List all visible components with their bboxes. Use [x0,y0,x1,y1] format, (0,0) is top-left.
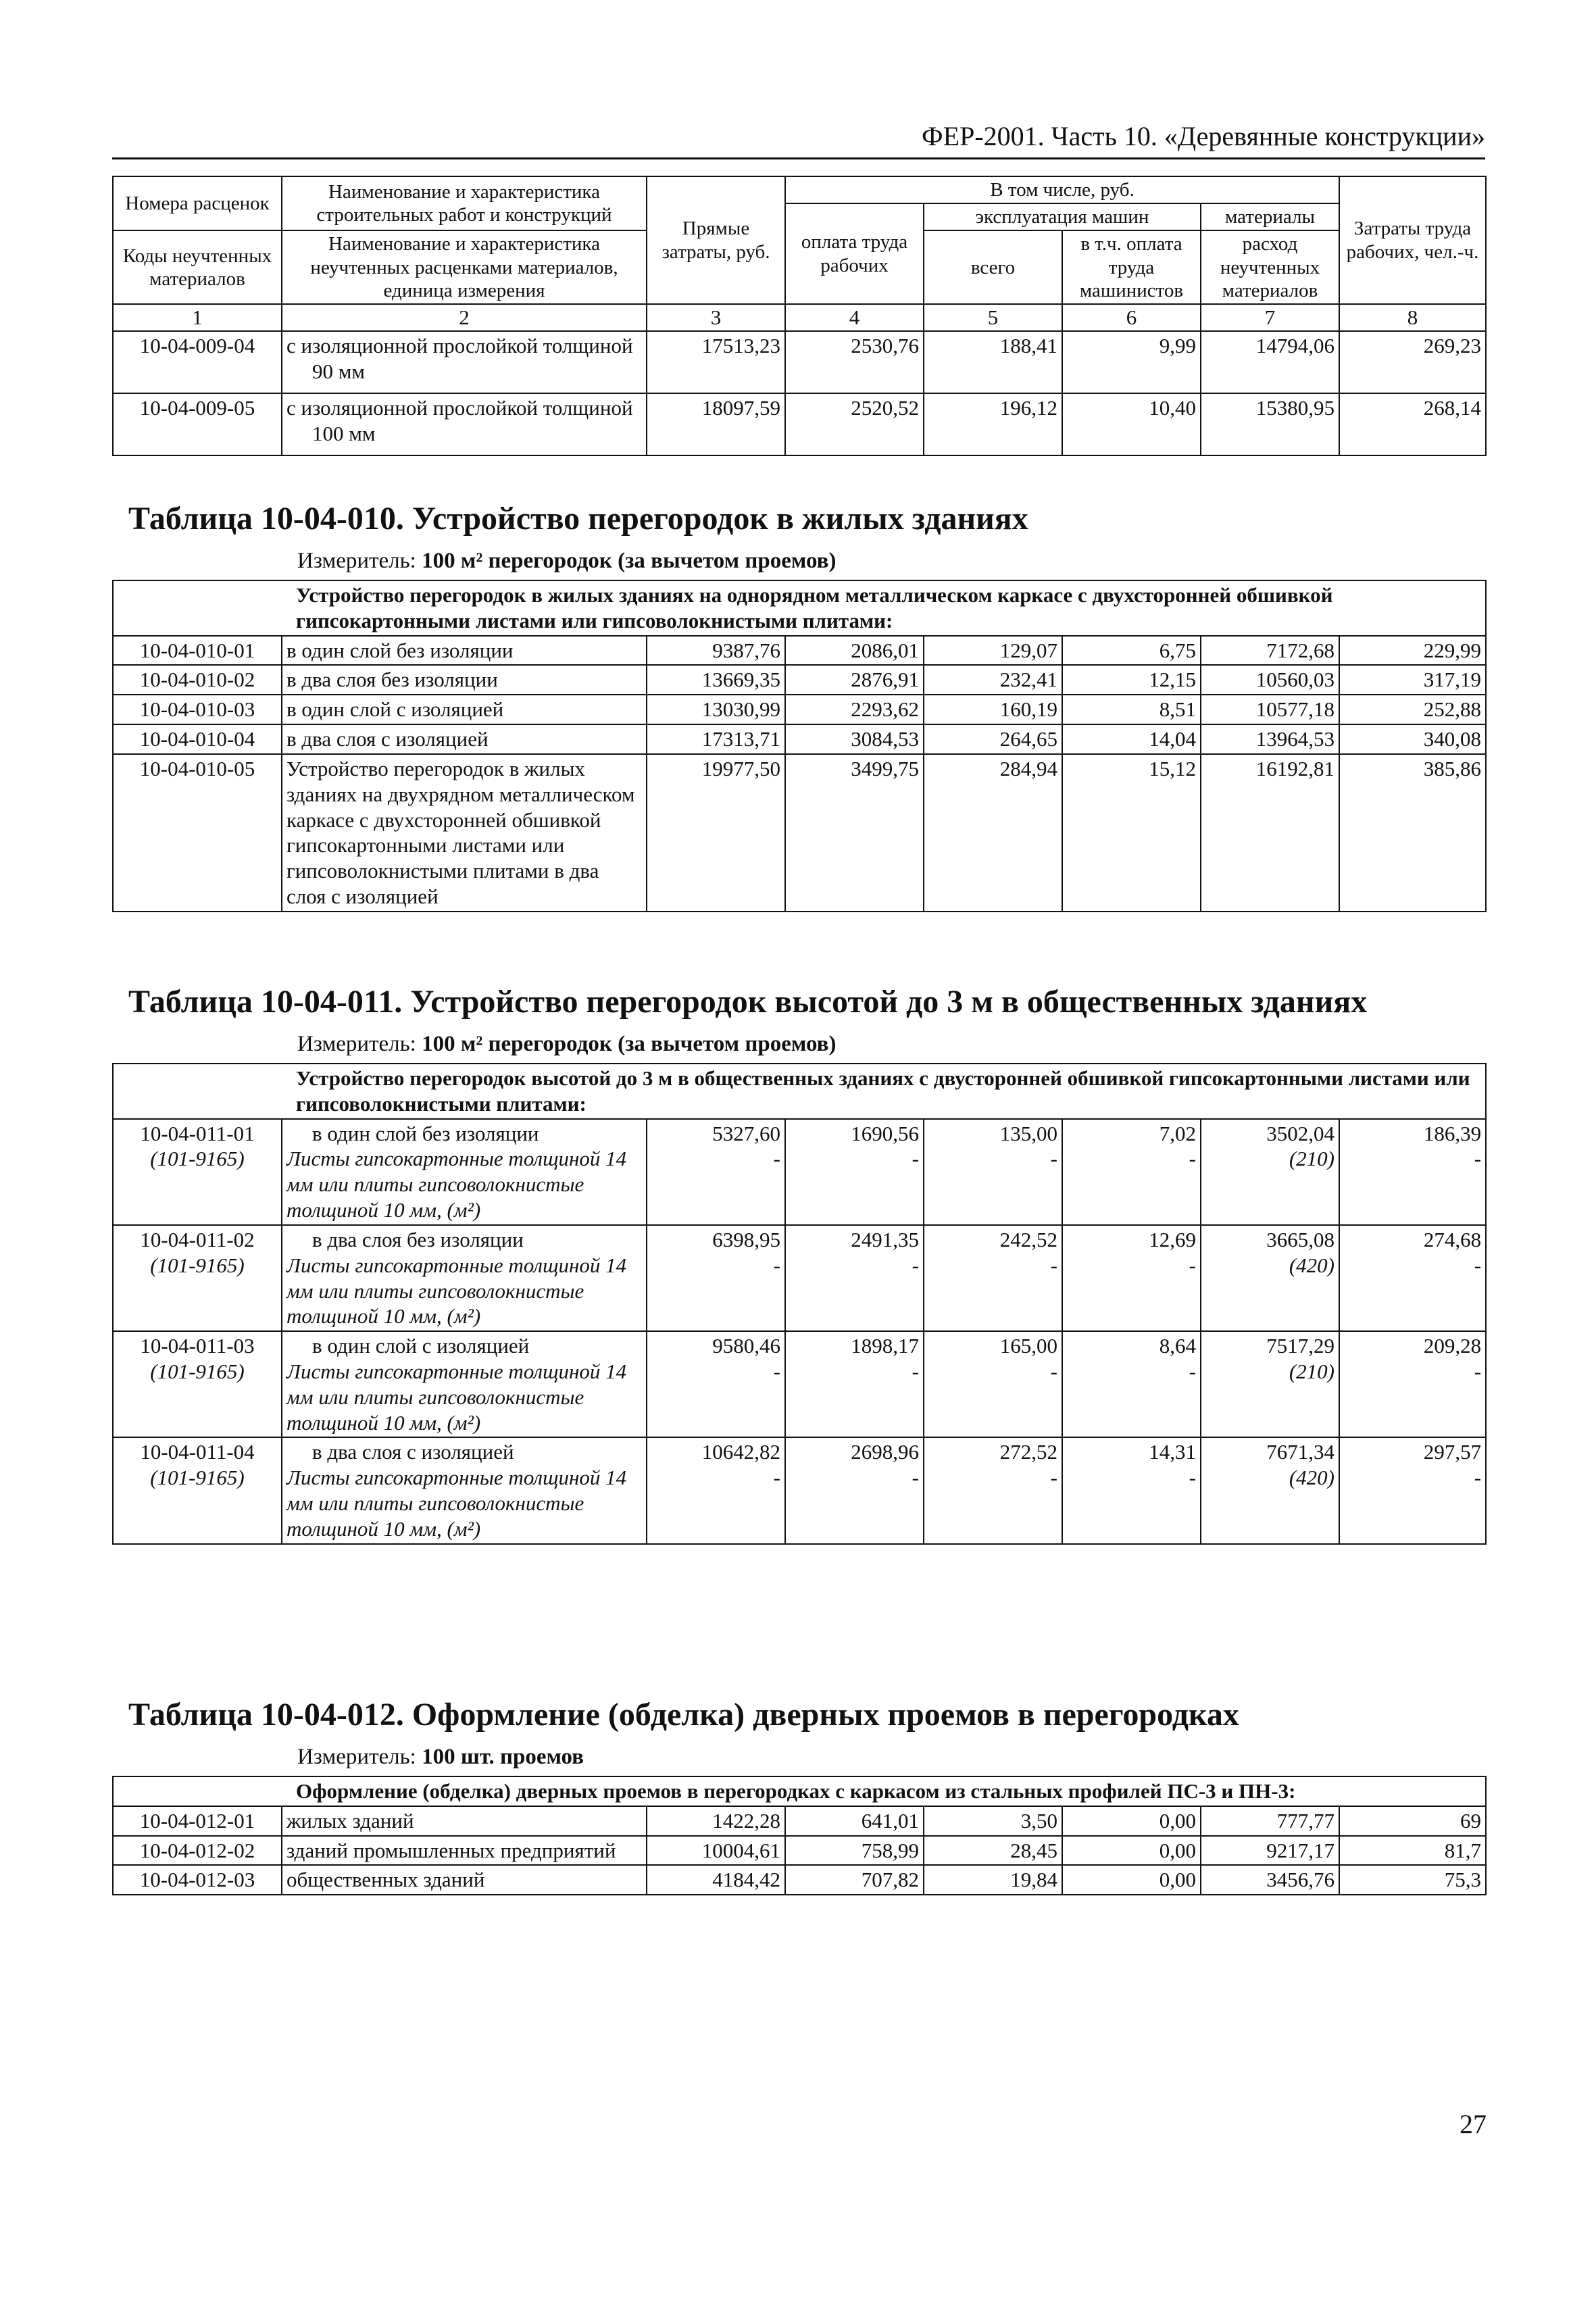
rate-code: 10-04-010-05 [113,754,282,912]
wages: 2698,96 [851,1440,919,1464]
rate-name-cell [282,1437,647,1543]
rate-code: 10-04-012-02 [113,1836,282,1866]
group-heading: Оформление (обделка) дверных проемов в перегородках с каркасом из стальных профилей ПС-3 и ПН-3: [113,1776,1486,1806]
col-index: 4 [785,304,924,331]
labor: 252,88 [1339,695,1486,724]
dash: - [773,1147,780,1171]
col-name-a: Наименование и характеристика строительных работ и конструкций [282,176,647,230]
machines-total: 264,65 [924,724,1062,754]
direct-cost: 17313,71 [647,724,785,754]
machines-wages: 15,12 [1062,754,1201,912]
labor: 269,23 [1339,331,1486,393]
rate-code: 10-04-012-03 [113,1865,282,1895]
materials: 14794,06 [1201,331,1339,393]
table-row [113,1806,1486,1836]
machines-wages: 8,51 [1062,695,1201,724]
machines-wages: 12,15 [1062,665,1201,695]
col-index: 7 [1201,304,1339,331]
wages: 2530,76 [785,331,924,393]
table-row [113,665,1486,695]
table-row [113,1865,1486,1895]
material-qty: (210) [1289,1147,1335,1171]
measure-value: 100 шт. проемов [422,1745,584,1769]
measure-value: 100 м² перегородок (за вычетом проемов) [422,1032,837,1056]
rate-name: в два слоя с изоляцией [282,724,647,754]
col-wages: оплата труда рабочих [785,203,924,304]
rate-name: в два слоя с изоляцией [312,1440,514,1464]
col-incl: В том числе, руб. [785,176,1339,203]
measure-value: 100 м² перегородок (за вычетом проемов) [422,549,837,573]
material-name: Листы гипсокартонные толщиной 14 мм или плиты гипсоволокнистые толщиной 10 мм, (м²) [286,1466,627,1541]
machines-wages: 9,99 [1062,331,1201,393]
wages: 641,01 [785,1806,924,1836]
direct-cost: 13669,35 [647,665,785,695]
machines-total: 272,52 [999,1440,1057,1464]
dash: - [1050,1147,1057,1171]
machines-total: 19,84 [924,1865,1062,1895]
col-m-wages: в т.ч. оплата труда машинистов [1062,230,1201,304]
direct-cost: 10004,61 [647,1836,785,1866]
material-name: Листы гипсокартонные толщиной 14 мм или плиты гипсоволокнистые толщиной 10 мм, (м²) [286,1253,627,1328]
rate-name: с изоляционной прослойкой толщиной 90 мм [282,331,647,393]
rate-name: в один слой с изоляцией [312,1334,530,1358]
dash: - [773,1466,780,1490]
dash: - [773,1253,780,1277]
labor: 81,7 [1339,1836,1486,1866]
rate-name: в один слой без изоляции [282,636,647,666]
table-row [113,331,1486,393]
wages: 1898,17 [851,1334,919,1358]
col-index: 6 [1062,304,1201,331]
labor: 274,68 [1423,1227,1482,1251]
rate-name: в два слоя без изоляции [282,665,647,695]
materials: 10577,18 [1201,695,1339,724]
measure-label: Измеритель: [297,1745,416,1769]
materials: 3502,04 [1266,1121,1335,1145]
rate-code: 10-04-009-05 [113,393,282,455]
rate-name-cell [282,1331,647,1437]
machines-total: 28,45 [924,1836,1062,1866]
rate-code-cell [113,1437,282,1543]
dash: - [1474,1253,1482,1277]
labor: 317,19 [1339,665,1486,695]
col-index: 8 [1339,304,1486,331]
dash: - [1189,1359,1196,1383]
table-012-title: Таблица 10-04-012. Оформление (обделка) дверных проемов в перегородках [128,1697,1239,1733]
materials: 7517,29 [1266,1334,1335,1358]
wages: 2293,62 [785,695,924,724]
running-header: ФЕР-2001. Часть 10. «Деревянные конструкции» [112,120,1485,159]
labor: 186,39 [1423,1121,1482,1145]
labor: 385,86 [1339,754,1486,912]
table-row [113,754,1486,912]
dash: - [912,1466,919,1490]
rate-name: зданий промышленных предприятий [282,1836,647,1866]
machines-total: 232,41 [924,665,1062,695]
rate-name-cell [282,1119,647,1225]
rate-code: 10-04-010-04 [113,724,282,754]
machines-total: 129,07 [924,636,1062,666]
col-mat-spent: расход неучтенных материалов [1201,230,1339,304]
material-code: (101-9165) [150,1253,245,1277]
col-index: 2 [282,304,647,331]
machines-total: 135,00 [999,1121,1057,1145]
direct-cost: 18097,59 [647,393,785,455]
material-code: (101-9165) [150,1147,245,1171]
materials: 10560,03 [1201,665,1339,695]
table-010-title: Таблица 10-04-010. Устройство перегородок в жилых зданиях [128,501,1028,537]
dash: - [912,1359,919,1383]
labor: 229,99 [1339,636,1486,666]
wages: 707,82 [785,1865,924,1895]
rate-name: в два слоя без изоляции [312,1227,524,1251]
machines-wages: 14,31 [1149,1440,1196,1464]
machines-wages: 6,75 [1062,636,1201,666]
wages: 2491,35 [851,1227,919,1251]
materials: 15380,95 [1201,393,1339,455]
machines-total: 160,19 [924,695,1062,724]
machines-wages: 0,00 [1062,1806,1201,1836]
materials: 777,77 [1201,1806,1339,1836]
wages: 758,99 [785,1836,924,1866]
direct-cost: 9580,46 [712,1334,780,1358]
machines-wages: 8,64 [1159,1334,1196,1358]
col-m-total: всего [924,230,1062,304]
machines-total: 3,50 [924,1806,1062,1836]
labor: 297,57 [1423,1440,1482,1464]
direct-cost: 6398,95 [712,1227,780,1251]
header-table [112,176,1487,456]
materials: 3456,76 [1201,1865,1339,1895]
wages: 3499,75 [785,754,924,912]
machines-total: 242,52 [999,1227,1057,1251]
table-010 [112,580,1487,912]
material-code: (101-9165) [150,1359,245,1383]
table-011-measure [297,1032,836,1057]
measure-label: Измеритель: [297,1032,416,1056]
machines-total: 196,12 [924,393,1062,455]
col-index: 1 [113,304,282,331]
material-name: Листы гипсокартонные толщиной 14 мм или плиты гипсоволокнистые толщиной 10 мм, (м²) [286,1359,627,1435]
col-code-a: Номера расценок [113,176,282,230]
rate-code: 10-04-010-01 [113,636,282,666]
rate-code: 10-04-011-01 [140,1121,255,1145]
material-qty: (420) [1289,1466,1335,1490]
wages: 1690,56 [851,1121,919,1145]
direct-cost: 4184,42 [647,1865,785,1895]
col-labor: Затраты труда рабочих, чел.-ч. [1339,176,1486,304]
rate-code: 10-04-010-02 [113,665,282,695]
materials: 3665,08 [1266,1227,1335,1251]
rate-code: 10-04-011-04 [140,1440,255,1464]
table-011-title: Таблица 10-04-011. Устройство перегородок высотой до 3 м в общественных зданиях [128,984,1368,1020]
rate-code: 10-04-011-03 [140,1334,255,1358]
labor: 340,08 [1339,724,1486,754]
dash: - [912,1253,919,1277]
direct-cost: 10642,82 [701,1440,780,1464]
dash: - [1474,1359,1482,1383]
direct-cost: 1422,28 [647,1806,785,1836]
material-qty: (420) [1289,1253,1335,1277]
material-qty: (210) [1289,1359,1335,1383]
materials: 9217,17 [1201,1836,1339,1866]
table-row [113,1836,1486,1866]
dash: - [912,1147,919,1171]
materials: 13964,53 [1201,724,1339,754]
machines-wages: 12,69 [1149,1227,1196,1251]
rate-code-cell [113,1331,282,1437]
machines-wages: 0,00 [1062,1836,1201,1866]
materials: 7172,68 [1201,636,1339,666]
rate-name: общественных зданий [282,1865,647,1895]
dash: - [773,1359,780,1383]
machines-wages: 7,02 [1159,1121,1196,1145]
table-row [113,695,1486,724]
table-row [113,1437,1486,1543]
dash: - [1189,1253,1196,1277]
direct-cost: 13030,99 [647,695,785,724]
material-name: Листы гипсокартонные толщиной 14 мм или плиты гипсоволокнистые толщиной 10 мм, (м²) [286,1147,627,1222]
rate-code: 10-04-010-03 [113,695,282,724]
machines-wages: 10,40 [1062,393,1201,455]
rate-code: 10-04-009-04 [113,331,282,393]
labor: 209,28 [1423,1334,1482,1358]
rate-code-cell [113,1225,282,1331]
labor: 75,3 [1339,1865,1486,1895]
measure-label: Измеритель: [297,549,416,573]
page-number: 27 [1460,2109,1487,2139]
table-row [113,724,1486,754]
col-machines: эксплуатация машин [924,203,1201,230]
rate-code: 10-04-012-01 [113,1806,282,1836]
machines-total: 188,41 [924,331,1062,393]
rate-name-cell [282,1225,647,1331]
machines-wages: 0,00 [1062,1865,1201,1895]
col-name-b: Наименование и характеристика неучтенных расценками материалов, единица измерения [282,230,647,304]
labor: 69 [1339,1806,1486,1836]
machines-wages: 14,04 [1062,724,1201,754]
table-row [113,1119,1486,1225]
dash: - [1474,1466,1482,1490]
wages: 3084,53 [785,724,924,754]
rate-name: жилых зданий [282,1806,647,1836]
wages: 2086,01 [785,636,924,666]
dash: - [1050,1253,1057,1277]
table-010-measure [297,549,836,574]
labor: 268,14 [1339,393,1486,455]
machines-total: 284,94 [924,754,1062,912]
rate-name: Устройство перегородок в жилых зданиях на двухрядном металлическом каркасе с двухсторонней обшивкой гипсокартонными листами или гипсоволокнистыми плитами в два слоя с изоляцией [282,754,647,912]
direct-cost: 17513,23 [647,331,785,393]
machines-total: 165,00 [999,1334,1057,1358]
col-direct: Прямые затраты, руб. [647,176,785,304]
table-row [113,636,1486,666]
table-012 [112,1776,1487,1895]
direct-cost: 19977,50 [647,754,785,912]
col-materials: материалы [1201,203,1339,230]
table-row [113,1331,1486,1437]
direct-cost: 5327,60 [712,1121,780,1145]
col-index: 3 [647,304,785,331]
material-code: (101-9165) [150,1466,245,1490]
materials: 16192,81 [1201,754,1339,912]
rate-code: 10-04-011-02 [140,1227,255,1251]
rate-code-cell [113,1119,282,1225]
table-row [113,393,1486,455]
col-index: 5 [924,304,1062,331]
materials: 7671,34 [1266,1440,1335,1464]
group-heading: Устройство перегородок в жилых зданиях на однорядном металлическом каркасе с двухсторонней обшивкой гипсокартонными листами или гипсоволокнистыми плитами: [113,580,1486,636]
table-011 [112,1063,1487,1545]
col-code-b: Коды неучтенных материалов [113,230,282,304]
table-012-measure [297,1745,584,1770]
table-row [113,1225,1486,1331]
dash: - [1474,1147,1482,1171]
dash: - [1050,1466,1057,1490]
group-heading: Устройство перегородок высотой до 3 м в общественных зданиях с двусторонней обшивкой гипсокартонными листами или гипсоволокнистыми плитами: [113,1064,1486,1119]
dash: - [1189,1147,1196,1171]
direct-cost: 9387,76 [647,636,785,666]
dash: - [1189,1466,1196,1490]
rate-name: в один слой с изоляцией [282,695,647,724]
rate-name: с изоляционной прослойкой толщиной 100 мм [282,393,647,455]
wages: 2520,52 [785,393,924,455]
rate-name: в один слой без изоляции [312,1121,539,1145]
dash: - [1050,1359,1057,1383]
wages: 2876,91 [785,665,924,695]
